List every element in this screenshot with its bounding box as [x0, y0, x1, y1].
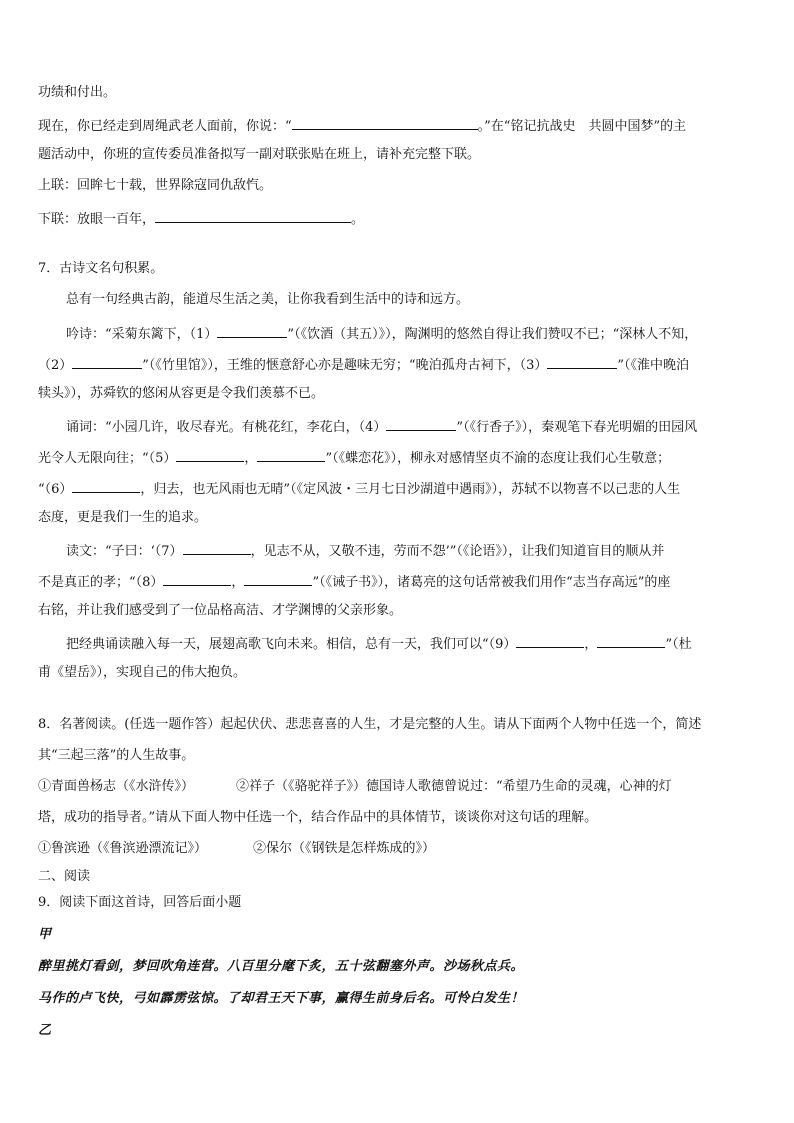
answer-blank[interactable] [155, 208, 351, 223]
q7-p1-line1 [66, 323, 697, 341]
couplet-upper: 上联：回眸七十载，世界除寇同仇敌忾。 [38, 178, 273, 193]
couplet-lower-text: 下联：放眼一百年， [38, 212, 156, 227]
q7-p4-text: ， [584, 637, 598, 652]
q7-intro: 总有一句经典古韵，能道尽生活之美，让你我看到生活中的诗和远方。 [66, 292, 470, 307]
answer-blank-5a[interactable] [176, 447, 244, 462]
q7-p3-text: ，见志不从，又敬不违，劳而不怨’”（《论语》），让我们知道盲目的顺从并 [250, 544, 665, 559]
answer-blank-3[interactable] [547, 354, 617, 369]
q7-p2-line3 [38, 478, 680, 496]
q7-p4-text: ”（杜 [665, 637, 692, 652]
q7-p3-text: ”（《诫子书》），诸葛亮的这句话常被我们用作“志当存高远”的座 [312, 575, 671, 590]
poem-label-yi: 乙 [38, 1023, 52, 1038]
answer-blank-4[interactable] [386, 416, 456, 431]
q7-p2-text: “（6） [38, 482, 73, 497]
q7-p2-text: ”（《蝶恋花》），柳永对感情坚贞不渝的态度让我们心生敬意； [325, 451, 671, 466]
q8-line4: 塔，成功的指导者。”请从下面人物中任选一个，结合作品中的具体情节，谈谈你对这句话的理解。 [38, 810, 598, 825]
q7-p2-line4: 态度，更是我们一生的追求。 [38, 510, 208, 525]
answer-blank-9b[interactable] [597, 633, 665, 648]
q8-option-2: ②祥子（《骆驼祥子》）德国诗人歌德曾说过：“希望乃生命的灵魂，心神的灯 [236, 779, 672, 794]
q7-p2-text: 光令人无限向往；“（5） [38, 451, 177, 466]
q7-p1-text: ”（《淮中晚泊 [617, 358, 690, 373]
poem-label-jia: 甲 [38, 927, 52, 942]
answer-blank-5b[interactable] [257, 447, 325, 462]
answer-blank-8b[interactable] [244, 571, 312, 586]
q7-p2-text: ”（《行香子》），秦观笔下春光明媚的田园风 [456, 420, 698, 435]
poem-line-2: 马作的卢飞快，弓如霹雳弦惊。了却君王天下事，赢得生前身后名。可怜白发生！ [38, 991, 525, 1006]
answer-blank-9a[interactable] [516, 633, 584, 648]
q7-p3-text: ， [231, 575, 245, 590]
q8-option-4: ②保尔（《钢铁是怎样炼成的》） [253, 841, 436, 856]
answer-blank-7[interactable] [183, 540, 251, 555]
couplet-lower-end: 。 [351, 212, 365, 227]
q7-p2-text: ， [244, 451, 258, 466]
q7-p3-line3: 右铭，并让我们感受到了一位品格高洁、才学渊博的父亲形象。 [38, 603, 403, 618]
q7-p4-line2: 甫《望岳》），实现自己的伟大抱负。 [38, 665, 247, 680]
q7-p4-line1 [66, 633, 692, 651]
answer-blank-2[interactable] [72, 354, 142, 369]
q7-p1-line3: 犊头》），苏舜钦的悠闲从容更是令我们羡慕不已。 [38, 386, 325, 401]
q7-p2-text: ，归去，也无风雨也无晴”（《定风波・三月七日沙湖道中遇雨》），苏轼不以物喜不以己悲的人生 [140, 482, 681, 497]
q6-line2-text-b: 。”在“铭记抗战史 共圆中国梦”的主 [477, 119, 687, 134]
section-heading: 二、阅读 [38, 869, 91, 884]
q8-line3 [38, 778, 672, 796]
q9-title: 9．阅读下面这首诗，回答后面小题 [38, 895, 242, 910]
q7-p2-text: 诵词：“小园几许，收尽春光。有桃花红，李花白，（4） [66, 420, 387, 435]
q7-p3-text: 读文：“子曰：‘（7） [66, 544, 183, 559]
q7-p2-line1 [66, 416, 697, 434]
q7-p1-text: ”（《竹里馆》），王维的惬意舒心亦是趣味无穷；“晚泊孤舟古祠下，（3） [142, 358, 548, 373]
q8-option-1: ①青面兽杨志（《水浒传》） [38, 779, 195, 794]
q7-p2-line2 [38, 447, 670, 465]
q8-line2: 其“三起三落”的人生故事。 [38, 748, 195, 763]
q8-line5 [38, 840, 435, 858]
q6-line2-text-a: 现在，你已经走到周绳武老人面前，你说：“ [38, 119, 292, 134]
poem-line-1: 醉里挑灯看剑，梦回吹角连营。八百里分麾下炙，五十弦翻塞外声。沙场秋点兵。 [38, 959, 525, 974]
q7-p1-text: 吟诗：“采菊东篱下，（1） [66, 327, 218, 342]
q7-p1-text: （2） [38, 358, 73, 373]
q7-title: 7．古诗文名句积累。 [38, 261, 164, 276]
answer-blank[interactable] [292, 115, 478, 130]
q7-p4-text: 把经典诵读融入每一天，展翅高歌飞向未来。相信，总有一天，我们可以“（9） [66, 637, 517, 652]
q7-p1-line2 [38, 354, 689, 372]
q6-line3: 题活动中，你班的宣传委员准备拟写一副对联张贴在班上，请补充完整下联。 [38, 147, 481, 162]
q7-p3-text: 不是真正的孝；“（8） [38, 575, 164, 590]
q8-line1: 8．名著阅读。(任选一题作答）起起伏伏、悲悲喜喜的人生，才是完整的人生。请从下面两个人物中任选一个，简述 [38, 717, 702, 732]
couplet-lower [38, 208, 364, 226]
q6-line1: 功绩和付出。 [38, 85, 117, 100]
q8-option-3: ①鲁滨逊（《鲁滨逊漂流记》） [38, 841, 208, 856]
answer-blank-6[interactable] [72, 478, 140, 493]
q7-p3-line1 [66, 540, 664, 558]
answer-blank-8a[interactable] [163, 571, 231, 586]
q7-p3-line2 [38, 571, 670, 589]
q6-line2 [38, 115, 686, 133]
answer-blank-1[interactable] [217, 323, 287, 338]
q7-p1-text: ”（《饮酒（其五）》），陶渊明的悠然自得让我们赞叹不已；“深林人不知， [287, 327, 698, 342]
